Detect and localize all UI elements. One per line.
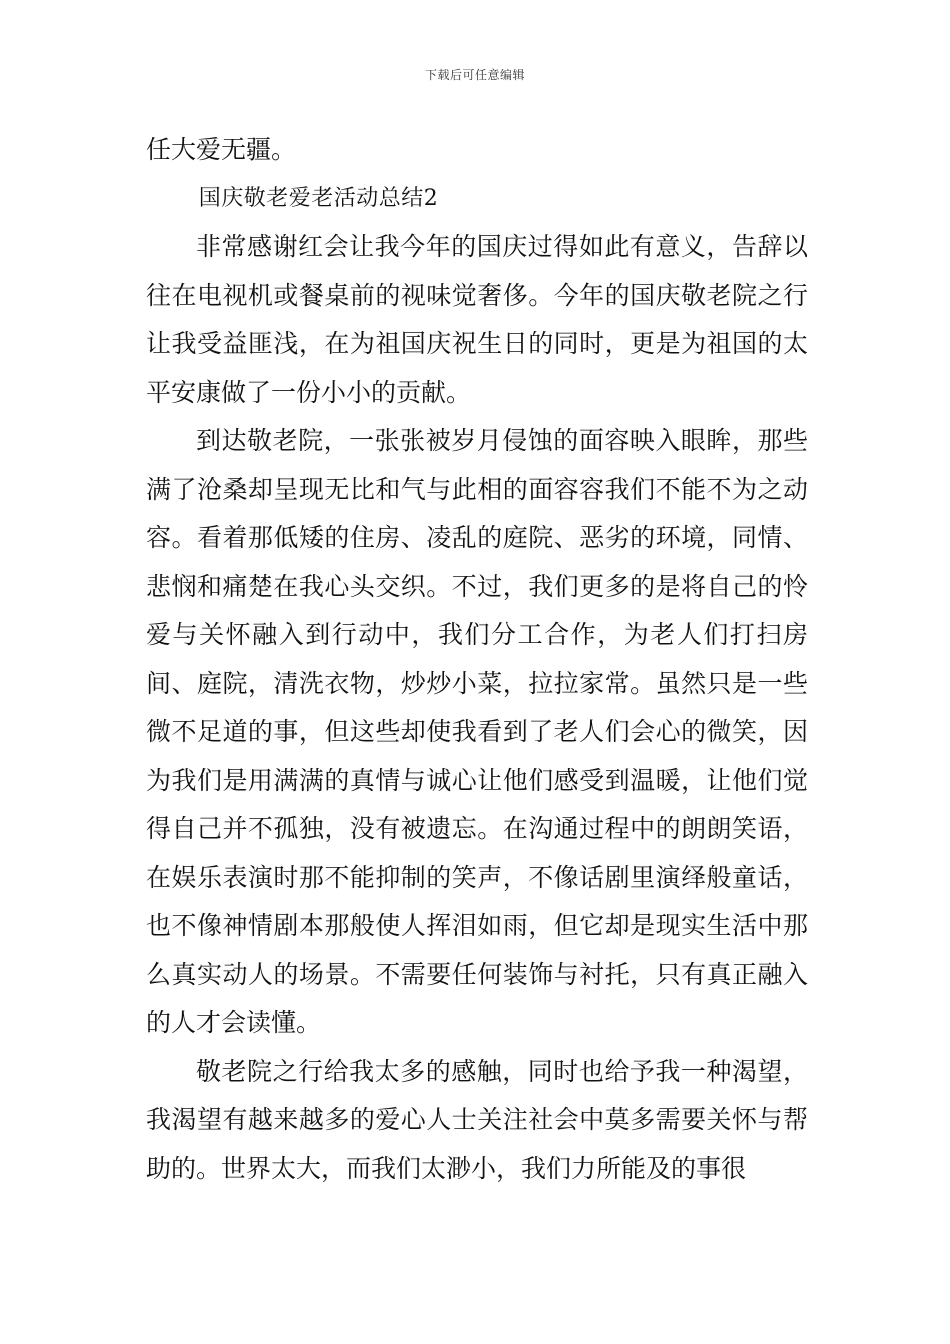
paragraph-2: 到达敬老院，一张张被岁月侵蚀的面容映入眼眸，那些满了沧桑却呈现无比和气与此相的面容容我们不能不为之动容。看着那低矮的住房、凌乱的庭院、恶劣的环境，同情、悲悯和痛楚在我心头交织。不过，我们更多的是将自己的怜爱与关怀融入到行动中，我们分工合作，为老人们打扫房间、庭院，清洗衣物，炒炒小菜，拉拉家常。虽然只是一些微不足道的事，但这些却使我看到了老人们会心的微笑，因为我们是用满满的真情与诚心让他们感受到温暖，让他们觉得自己并不孤独，没有被遗忘。在沟通过程中的朗朗笑语，在娱乐表演时那不能抑制的笑声，不像话剧里演绎般童话，也不像神情剧本那般使人挥泪如雨，但它却是现实生活中那么真实动人的场景。不需要任何装饰与衬托，只有真正融入的人才会读懂。 (146, 426, 808, 1037)
page-header: 下载后可任意编辑 (424, 68, 525, 82)
paragraph-1: 非常感谢红会让我今年的国庆过得如此有意义，告辞以往在电视机或餐桌前的视味觉奢侈。今年的国庆敬老院之行让我受益匪浅，在为祖国庆祝生日的同时，更是为祖国的太平安康做了一份小小的贡献。 (146, 232, 808, 407)
continuation-line: 任大爱无疆。 (146, 135, 297, 164)
paragraph-3: 敬老院之行给我太多的感触，同时也给予我一种渴望，我渴望有越来越多的爱心人士关注社会中莫多需要关怀与帮助的。世界太大，而我们太渺小，我们力所能及的事很 (146, 1056, 808, 1183)
section-title: 国庆敬老爱老活动总结2 (198, 185, 439, 211)
document-body (146, 126, 808, 1193)
